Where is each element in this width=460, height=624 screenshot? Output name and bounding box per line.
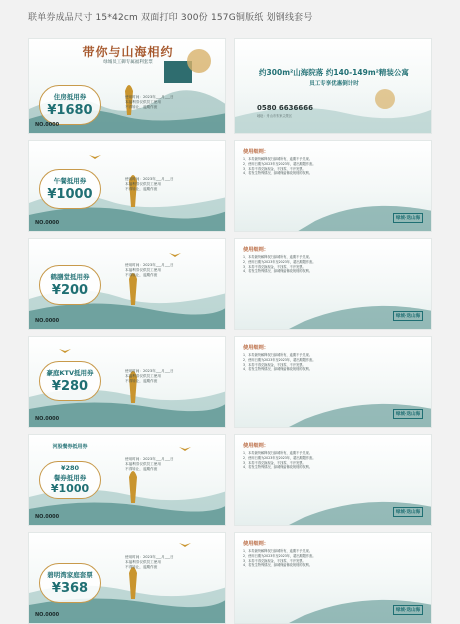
back-phone: 0580 6636666	[257, 104, 314, 112]
brand-logo: 绿城·迭山海	[393, 605, 423, 615]
rules-list: 1、本券最终解释权归绿城所有，逾期不予兑现。 2、使用日期为2023年至2023年，超出期限作废。 3、本券不得兑换现金，不找零，不开发票。 4、若发生特殊情况，绿城保留修改规则的权利。	[243, 255, 316, 274]
bird-icon	[169, 253, 181, 257]
voucher-badge	[39, 85, 101, 125]
voucher-badge	[39, 361, 101, 401]
voucher-label: 豪庭KTV抵用券	[46, 369, 94, 377]
voucher-serial: NO.0000	[35, 416, 60, 422]
rules-list: 1、本券最终解释权归绿城所有，逾期不予兑现。 2、使用日期为2023年至2023年，超出期限作废。 3、本券不得兑换现金，不找零，不开发票。 4、若发生特殊情况，绿城保留修改规则的权利。	[243, 549, 316, 568]
back-card-3	[234, 238, 432, 330]
back-card-6	[234, 532, 432, 624]
voucher-card-3	[28, 238, 226, 330]
back-subtitle: 员工专享优惠倒计时	[309, 81, 359, 87]
voucher-serial: NO.0000	[35, 514, 60, 520]
voucher-card-2	[28, 140, 226, 232]
rules-title: 使用细则：	[243, 149, 269, 155]
rules-list: 1、本券最终解释权归绿城所有，逾期不予兑现。 2、使用日期为2023年至2023年，超出期限作废。 3、本券不得兑换现金，不找零，不开发票。 4、若发生特殊情况，绿城保留修改规则的权利。	[243, 157, 316, 176]
voucher-extra-value: ¥280	[60, 464, 80, 472]
rules-list: 1、本券最终解释权归绿城所有，逾期不予兑现。 2、使用日期为2023年至2023年，超出期限作废。 3、本券不得兑换现金，不找零，不开发票。 4、若发生特殊情况，绿城保留修改规则的权利。	[243, 451, 316, 470]
voucher-value: ¥368	[51, 581, 89, 596]
voucher-value: ¥1000	[50, 482, 90, 495]
voucher-fields: 使用时间：2023年___月___日 本福利券仅供员工使用 不得转让，逾期作废	[125, 555, 174, 570]
brand-logo: 绿城·迭山海	[393, 409, 423, 419]
brand-logo: 绿城·迭山海	[393, 311, 423, 321]
rules-title: 使用细则：	[243, 345, 269, 351]
voucher-value: ¥1680	[47, 103, 93, 118]
voucher-serial: NO.0000	[35, 122, 60, 128]
voucher-card-6	[28, 532, 226, 624]
voucher-value: ¥1000	[47, 187, 93, 202]
bird-icon	[89, 155, 101, 159]
voucher-badge	[39, 461, 101, 499]
bird-icon	[59, 349, 71, 353]
back-address: 地址：舟山市朱家尖景区	[257, 114, 293, 118]
voucher-badge	[39, 265, 101, 305]
voucher-value: ¥280	[51, 379, 89, 394]
voucher-label: 碧明湾家庭套票	[47, 571, 93, 579]
voucher-label: 住房抵用券	[53, 93, 87, 101]
voucher-badge	[39, 169, 101, 209]
brand-logo: 绿城·迭山海	[393, 213, 423, 223]
voucher-fields: 使用时间：2023年___月___日 本福利券仅供员工使用 不得转让，逾期作废	[125, 369, 174, 384]
back-card-1	[234, 38, 432, 134]
back-title: 约300m²山海院落 约140-149m²精装公寓	[259, 68, 409, 77]
bird-icon	[179, 447, 191, 451]
rules-list: 1、本券最终解释权归绿城所有，逾期不予兑现。 2、使用日期为2023年至2023年，超出期限作废。 3、本券不得兑换现金，不找零，不开发票。 4、若发生特殊情况，绿城保留修改规则的权利。	[243, 353, 316, 372]
rules-title: 使用细则：	[243, 541, 269, 547]
voucher-fields: 使用时间：2023年___月___日 本福利券仅供员工使用 不得转让，逾期作废	[125, 457, 174, 472]
voucher-fields: 使用时间：2023年___月___日 本福利券仅供员工使用 不得转让，逾期作废	[125, 95, 174, 110]
voucher-serial: NO.0000	[35, 318, 60, 324]
voucher-card-4	[28, 336, 226, 428]
voucher-card-1	[28, 38, 226, 134]
voucher-serial: NO.0000	[35, 612, 60, 618]
voucher-fields: 使用时间：2023年___月___日 本福利券仅供员工使用 不得转让，逾期作废	[125, 177, 174, 192]
print-spec-text: 联单券成品尺寸 15*42cm 双面打印 300份 157G铜版纸 划钢线套号	[28, 13, 313, 23]
voucher-card-5	[28, 434, 226, 526]
bird-icon	[179, 543, 191, 547]
voucher-serial: NO.0000	[35, 220, 60, 226]
front-headline-sub: 绿城员工御专属福利套票	[103, 60, 153, 65]
voucher-label: 餐券抵用券	[53, 474, 87, 482]
voucher-extra-label: 河股餐券抵用券	[52, 444, 88, 450]
voucher-value: ¥200	[51, 283, 89, 298]
voucher-badge	[39, 563, 101, 603]
brand-logo: 绿城·迭山海	[393, 507, 423, 517]
voucher-fields: 使用时间：2023年___月___日 本福利券仅供员工使用 不得转让，逾期作废	[125, 263, 174, 278]
rules-title: 使用细则：	[243, 247, 269, 253]
back-card-5	[234, 434, 432, 526]
voucher-label: 午餐抵用券	[53, 177, 87, 185]
voucher-label: 鹤膳堂抵用券	[50, 273, 90, 281]
back-card-2	[234, 140, 432, 232]
front-headline: 带你与山海相约	[82, 45, 174, 59]
rules-title: 使用细则：	[243, 443, 269, 449]
back-card-4	[234, 336, 432, 428]
